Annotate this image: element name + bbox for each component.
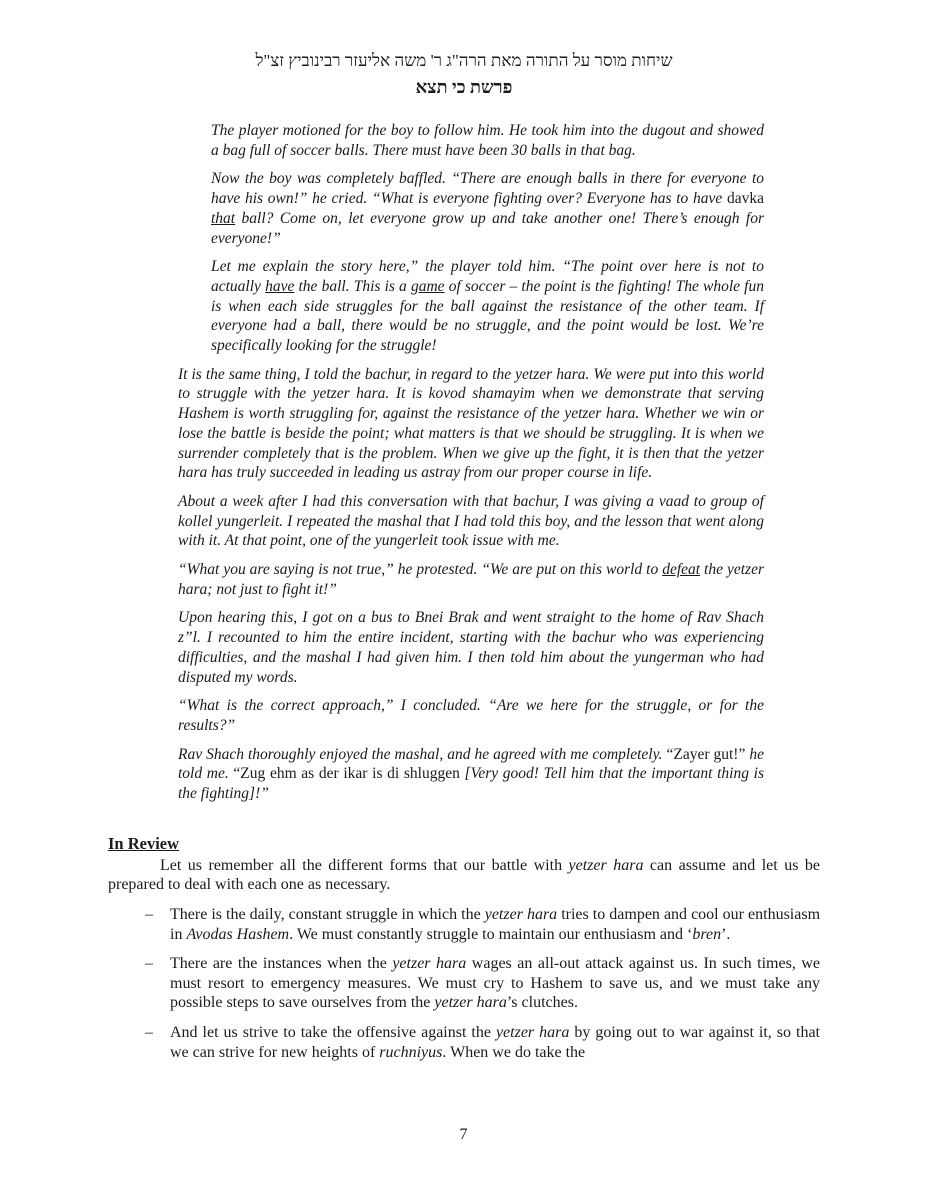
quote-paragraph: “What is the correct approach,” I concluded. “Are we here for the struggle, or for the results?” (178, 697, 764, 734)
quote-paragraph: Rav Shach thoroughly enjoyed the mashal, and he agreed with me completely. “Zayer gut!” he told me. “Zug ehm as der ikar is di shluggen [Very good! Tell him that the important thing is the fighting]!” (178, 745, 765, 803)
hebrew-title-line: שיחות מוסר על התורה מאת הרה"ג ר' משה אליעזר רבינוביץ זצ"ל (255, 51, 673, 70)
section-heading-in-review: In Review (108, 833, 180, 853)
review-intro-paragraph: Let us remember all the different forms that our battle with yetzer hara can assume and let us be prepared to deal with each one as necessary. (108, 856, 821, 894)
bullet-text: And let us strive to take the offensive against the yetzer hara by going out to war against it, so that we can strive for new heights of ruchniyus. When we do take the (170, 1023, 820, 1061)
quote-paragraph: It is the same thing, I told the bachur, in regard to the yetzer hara. We were put into this world to struggle with the yetzer hara. It is kovod shamayim when we demonstrate that serving Hashem is worth struggling for, against the resistance of the yetzer hara. Whether we win or lose the battle is beside the point; what matters is that we should be struggling. It is when we surrender completely that is the problem. When we give up the fight, it is then that the yetzer hara has truly succeeded in leading us astray from our proper course in life. (178, 365, 764, 482)
story-quote-block (108, 121, 820, 804)
page-number: 7 (459, 1126, 468, 1143)
hebrew-parsha-line: פרשת כי תצא (415, 77, 513, 97)
hebrew-header (108, 50, 820, 99)
quote-paragraph: Now the boy was completely baffled. “There are enough balls in there for everyone to have his own!” he cried. “What is everyone fighting over? Everyone has to have davka that ball? Come on, let everyone grow up and take another one! There’s enough for everyone!” (211, 170, 764, 247)
bullet-dash: – (145, 1023, 153, 1041)
quote-paragraph: About a week after I had this conversation with that bachur, I was giving a vaad to group of kollel yungerleit. I repeated the mashal that I had told this boy, and the lesson that went along with it. At that point, one of the yungerleit took issue with me. (178, 492, 764, 550)
bullet-item (108, 954, 820, 1013)
quote-paragraph: “What you are saying is not true,” he protested. “We are put on this world to defeat the yetzer hara; not just to fight it!” (178, 561, 764, 598)
bullet-dash: – (145, 905, 153, 923)
page-content (108, 50, 820, 1062)
bullet-item (108, 1023, 820, 1062)
bullet-item (108, 905, 820, 944)
quote-paragraph: Upon hearing this, I got on a bus to Bnei Brak and went straight to the home of Rav Shach z”l. I recounted to him the entire incident, starting with the bachur who was experiencing difficulties, and the mashal I had given him. I then told him about the yungerman who had disputed my words. (178, 609, 764, 686)
bullet-dash: – (145, 955, 153, 973)
bullet-text: There are the instances when the yetzer hara wages an all-out attack against us. In such times, we must resort to emergency measures. We must cry to Hashem to save us, and we must take any possible steps to save ourselves from the yetzer hara’s clutches. (170, 955, 820, 1012)
bullet-text: There is the daily, constant struggle in which the yetzer hara tries to dampen and cool our enthusiasm in Avodas Hashem. We must constantly struggle to maintain our enthusiasm and ‘bren’. (170, 905, 821, 943)
quote-paragraph: Let me explain the story here,” the player told him. “The point over here is not to actually have the ball. This is a game of soccer – the point is the fighting! The whole fun is when each side struggles for the ball against the resistance of the other team. If everyone had a ball, there would be no struggle, and the point would be lost. We’re specifically looking for the struggle! (211, 258, 764, 355)
quote-paragraph: The player motioned for the boy to follow him. He took him into the dugout and showed a bag full of soccer balls. There must have been 30 balls in that bag. (211, 122, 764, 159)
